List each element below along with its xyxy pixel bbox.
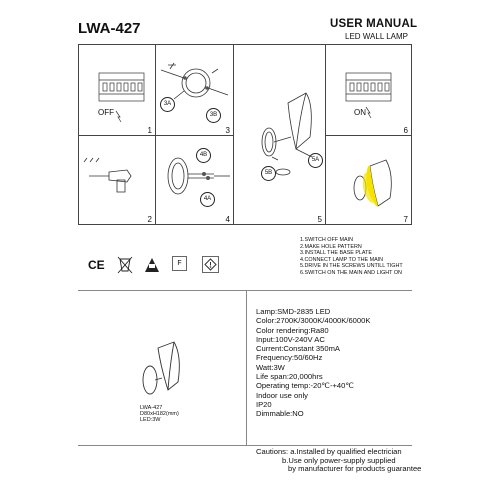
lamp-mounting-illustration xyxy=(234,45,325,224)
callout-3a: 3A xyxy=(160,97,175,112)
step-text: 5.DRIVE IN THE SCREWS UNTILL TIGHT xyxy=(300,263,403,270)
spec-line: IP20 xyxy=(256,399,272,409)
callout-4a: 4A xyxy=(200,192,215,207)
product-drawing xyxy=(128,338,198,408)
step-panel-4 xyxy=(155,135,234,225)
step-number-6: 6 xyxy=(403,126,408,135)
step-text: 6.SWITCH ON THE MAIN AND LIGHT ON xyxy=(300,269,402,276)
step-number-4: 4 xyxy=(225,215,230,224)
caution-line: by manufacturer for products guarantee xyxy=(288,464,422,474)
divider-line xyxy=(78,290,412,291)
spec-line: Color rendering:Ra80 xyxy=(256,325,329,335)
lamp-lit-illustration xyxy=(326,136,411,224)
on-label: ON xyxy=(354,108,366,117)
caption-line: D80xH182(mm) xyxy=(140,411,179,417)
step-text: 2.MAKE HOLE PATTERN xyxy=(300,243,362,250)
f-mark-icon: F xyxy=(172,256,187,271)
step-panel-5 xyxy=(233,44,326,225)
manual-subtitle: LED WALL LAMP xyxy=(345,32,408,41)
model-number: LWA-427 xyxy=(78,20,141,37)
installation-steps xyxy=(300,237,403,277)
product-caption xyxy=(140,405,179,423)
step-panel-2 xyxy=(78,135,156,225)
ce-mark-icon: CE xyxy=(88,258,105,272)
breaker-on-illustration xyxy=(326,45,411,135)
spec-line: Current:Constant 350mA xyxy=(256,344,340,354)
callout-3b: 3B xyxy=(206,108,221,123)
callout-4b: 4B xyxy=(196,148,211,163)
base-plate-illustration xyxy=(156,45,233,135)
step-text: 3.INSTALL THE BASE PLATE xyxy=(300,250,373,257)
breaker-off-illustration xyxy=(79,45,155,135)
rating-diamond-icon xyxy=(202,256,219,273)
divider-line xyxy=(246,290,247,445)
step-number-5: 5 xyxy=(317,215,322,224)
callout-5a: 5A xyxy=(308,153,323,168)
spec-line: Operating temp:-20℃-+40℃ xyxy=(256,381,354,391)
caption-line: LWA-427 xyxy=(140,405,163,411)
manual-title: USER MANUAL xyxy=(330,18,418,30)
step-number-7: 7 xyxy=(403,215,408,224)
step-number-3: 3 xyxy=(225,126,230,135)
step-panel-3 xyxy=(155,44,234,136)
step-panel-1 xyxy=(78,44,156,136)
weee-bin-icon xyxy=(116,254,134,274)
spec-line: Watt:3W xyxy=(256,362,285,372)
step-panel-6 xyxy=(325,44,412,136)
spec-line: Frequency:50/60Hz xyxy=(256,353,323,363)
wire-connection-illustration xyxy=(156,136,233,224)
caution-line: Cautions: a.Installed by qualified electrician xyxy=(256,447,402,456)
spec-line: Indoor use only xyxy=(256,390,308,400)
spec-line: Input:100V-240V AC xyxy=(256,334,325,344)
warning-hot-icon xyxy=(143,256,161,274)
spec-line: Life span:20,000hrs xyxy=(256,372,323,382)
callout-5b: 5B xyxy=(261,166,276,181)
installation-diagram-grid xyxy=(78,44,412,225)
step-number-1: 1 xyxy=(147,126,152,135)
caution-line: b.Use only power-supply supplied xyxy=(282,455,396,465)
spec-line: Lamp:SMD-2835 LED xyxy=(256,307,331,316)
off-label: OFF xyxy=(98,108,114,117)
step-number-2: 2 xyxy=(147,215,152,224)
step-text: 4.CONNECT LAMP TO THE MAIN xyxy=(300,256,384,263)
cautions-block xyxy=(256,448,421,474)
caption-line: LED:3W xyxy=(140,417,161,423)
divider-line xyxy=(78,445,412,446)
spec-line: Color:2700K/3000K/4000K/6000K xyxy=(256,316,371,326)
specifications-list xyxy=(256,307,370,419)
drill-hole-illustration xyxy=(79,136,155,224)
step-text: 1.SWITCH OFF MAIN xyxy=(300,237,354,243)
spec-line: Dimmable:NO xyxy=(256,409,304,419)
step-panel-7 xyxy=(325,135,412,225)
